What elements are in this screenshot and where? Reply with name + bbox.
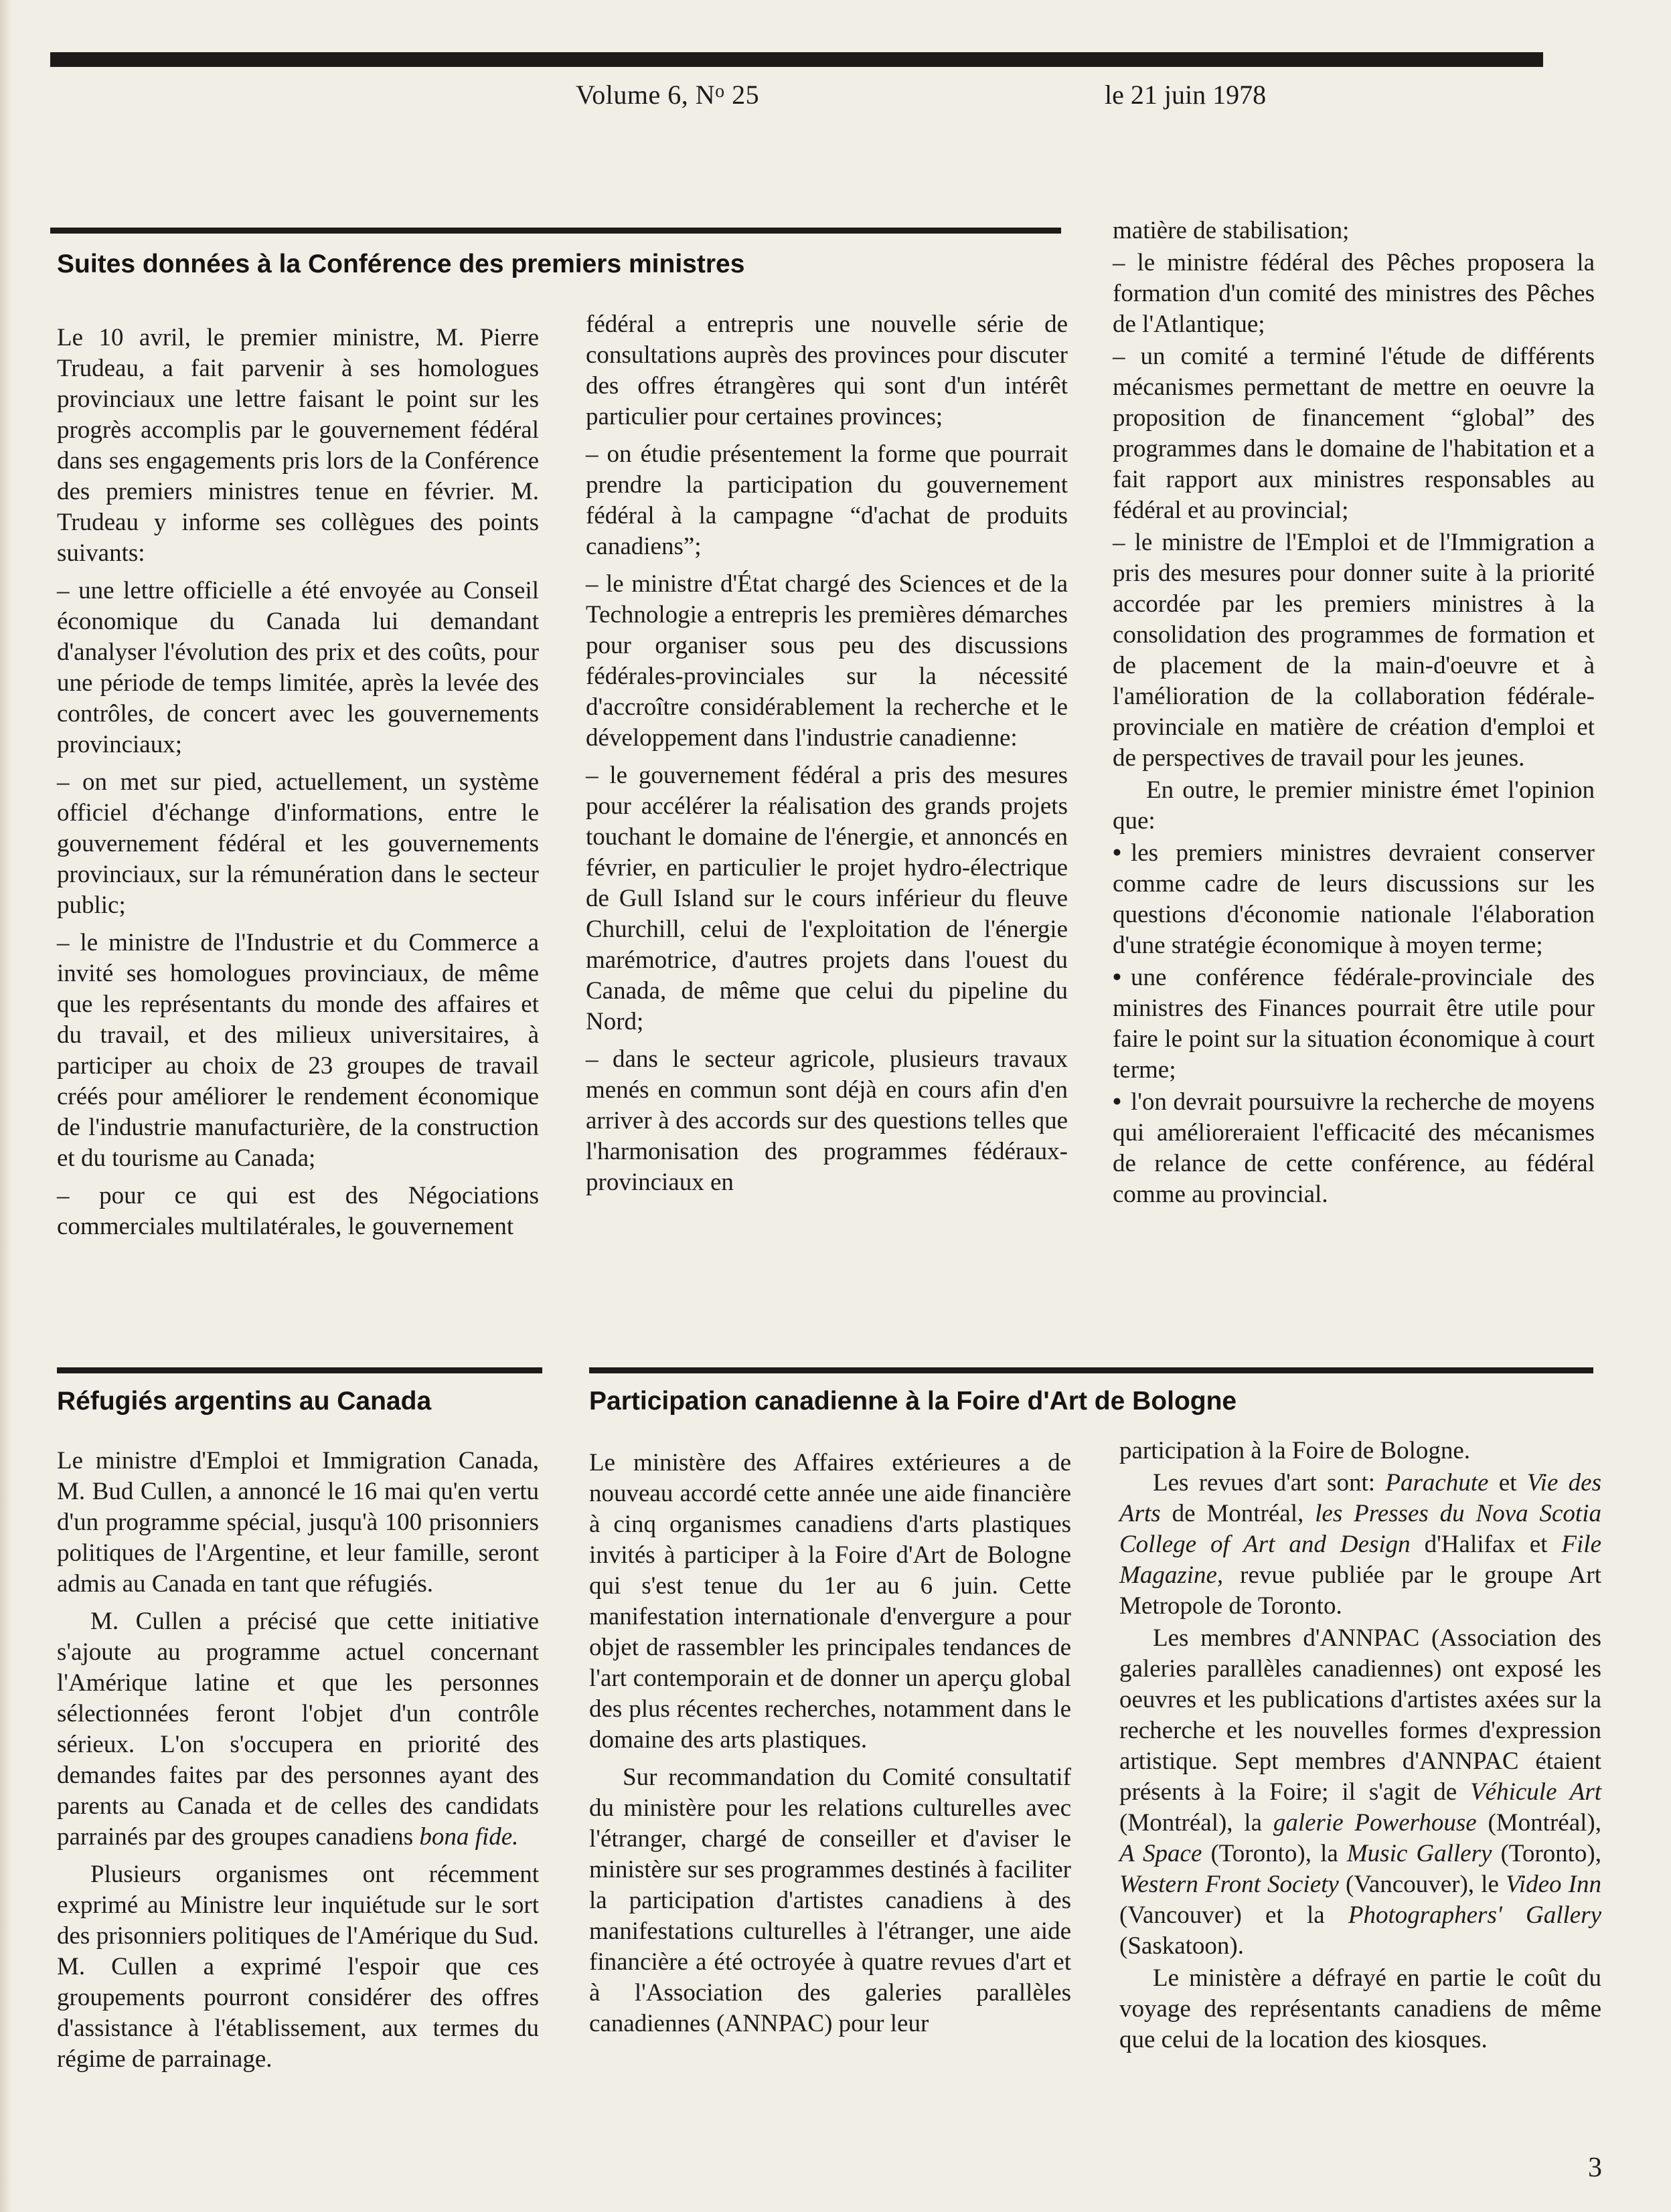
issue-date: le 21 juin 1978 — [1105, 80, 1267, 110]
article1-bullet-item: • les premiers ministres devraient conserver comme cadre de leurs discussions sur les questions d'économie nationale l'élaboration d'une stratégie économique à moyen terme; — [1113, 839, 1595, 959]
article1-column-3 — [1113, 216, 1595, 1217]
article2-paragraph: Le ministre d'Emploi et Immigration Canada, M. Bud Cullen, a annoncé le 16 mai qu'en vertu d'un programme spécial, jusqu'à 100 prisonniers politiques de l'Argentine, et leur famille, seront admis au Canada en tant que réfugiés. — [57, 1447, 539, 1598]
article3-paragraph: Sur recommandation du Comité consultatif du ministère pour les relations culturelles avec l'étranger, chargé de conseiller et d'aviser le ministère sur ses programmes destinés à faciliter la participation d'artistes canadiens à des manifestations culturelles à l'étranger, une aide financière a été octroyée à quatre revues d'art et à l'Association des galeries parallèles canadiennes (ANNPAC) pour leur — [589, 1764, 1071, 2037]
article1-item: – un comité a terminé l'étude de différents mécanismes permettant de mettre en oeuvre la proposition de financement “global” des programmes dans le domaine de l'habitation et a fait rapport aux ministres responsables au fédéral et au provincial; — [1113, 341, 1595, 526]
section-rule — [50, 228, 1061, 234]
bullet-icon: • — [1113, 839, 1121, 867]
article2-paragraph: Plusieurs organismes ont récemment exprimé au Ministre leur inquiétude sur le sort des prisonniers politiques de l'Amérique du Sud. M. Cullen a exprimé l'espoir que ces groupements pourront considérer des offres d'assistance à l'établissement, aux termes du régime de parrainage. — [57, 1861, 539, 2073]
article1-bullet-item: • une conférence fédérale-provinciale des ministres des Finances pourrait être utile pour faire le point sur la situation économique à court terme; — [1113, 964, 1595, 1084]
article1-item: fédéral a entrepris une nouvelle série de consultations auprès des provinces pour discuter des offres étrangères qui sont d'un intérêt particulier pour certaines provinces; — [586, 311, 1068, 430]
article3-paragraph: Le ministère des Affaires extérieures a de nouveau accordé cette année une aide financière à cinq organismes canadiens d'arts plastiques invités à participer à la Foire d'Art de Bologne qui s'est tenue du 1er au 6 juin. Cette manifestation internationale d'envergure a pour objet de rassembler les principales tendances de l'art contemporain et de donner un aperçu global des plus récentes recherches, notamment dans le domaine des arts plastiques. — [589, 1449, 1071, 1754]
article3-paragraph: Les membres d'ANNPAC (Association des galeries parallèles canadiennes) ont exposé les oeuvres et les publications d'artistes axées sur la recherche et les nouvelles formes d'expression artistique. Sept membres d'ANNPAC étaient présents à la Foire; il s'agit de Véhicule Art (Montréal), la galerie Powerhouse (Montréal), A Space (Toronto), la Music Gallery (Toronto), Western Front Society (Vancouver), le Video Inn (Vancouver) et la Photographers' Gallery (Saskatoon). — [1119, 1624, 1602, 1960]
article-title-refugies: Réfugiés argentins au Canada — [57, 1387, 432, 1416]
article1-item: – le gouvernement fédéral a pris des mesures pour accélérer la réalisation des grands projets touchant le domaine de l'énergie, et annoncés en février, en particulier le projet hydro-électrique de Gull Island sur le cours inférieur du fleuve Churchill, celui de l'exploitation de l'énergie marémotrice, d'autres projets dans l'ouest du Canada, de même que celui du pipeline du Nord; — [586, 760, 1068, 1037]
article2-column — [57, 1446, 539, 2081]
article1-item: – le ministre fédéral des Pêches proposera la formation d'un comité des ministres des Pêches de l'Atlantique; — [1113, 248, 1595, 340]
article3-column-3 — [1119, 1436, 1601, 2062]
section-rule — [57, 1367, 542, 1373]
bullet-icon: • — [1113, 964, 1121, 991]
article1-lead-paragraph: Le 10 avril, le premier ministre, M. Pierre Trudeau, a fait parvenir à ses homologues provinciaux une lettre faisant le point sur les progrès accomplis par le gouvernement fédéral dans ses engagements pris lors de la Conférence des premiers ministres tenue en février. M. Trudeau y informe ses collègues des points suivants: — [57, 324, 539, 567]
article-title-bologne: Participation canadienne à la Foire d'Art de Bologne — [589, 1387, 1237, 1416]
article1-item: – pour ce qui est des Négociations commerciales multilatérales, le gouvernement — [57, 1181, 539, 1242]
article2-paragraph: M. Cullen a précisé que cette initiative s'ajoute au programme actuel concernant l'Amérique latine et que les personnes sélectionnées feront l'objet d'un contrôle sérieux. L'on s'occupera en priorité des demandes faites par des personnes ayant des parents au Canada et de celles des candidats parrainés par des groupes canadiens bona fide. — [57, 1608, 539, 1851]
article3-paragraph: Le ministère a défrayé en partie le coût du voyage des représentants canadiens de même que celui de la location des kiosques. — [1119, 1964, 1601, 2053]
article1-column-2 — [586, 309, 1068, 1198]
masthead-rule — [50, 52, 1543, 67]
article-title-premiers: Suites données à la Conférence des premiers ministres — [57, 250, 745, 278]
volume-number: Volume 6, $N^o$ 25 — [576, 80, 760, 110]
article1-item: – dans le secteur agricole, plusieurs travaux menés en commun sont déjà en cours afin d'en arriver à des accords sur des questions telles que l'harmonisation des programmes fédéraux-provinciaux en — [586, 1044, 1068, 1198]
section-rule — [589, 1367, 1593, 1373]
article1-item: – le ministre de l'Industrie et du Commerce a invité ses homologues provinciaux, de même que les représentants du monde des affaires et du travail, et des milieux universitaires, à participer au choix de 23 groupes de travail créés pour améliorer le rendement économique de l'industrie manufacturière, de la construction et du tourisme au Canada; — [57, 928, 539, 1174]
article1-item: – on étudie présentement la forme que pourrait prendre la participation du gouvernement fédéral à la campagne “d'achat de produits canadiens”; — [586, 439, 1068, 562]
article1-bullet-item: • l'on devrait poursuivre la recherche de moyens qui amélioreraient l'efficacité des mécanismes de relance de cette conférence, au fédéral comme au provincial. — [1113, 1088, 1595, 1208]
page-number: 3 — [1588, 2152, 1602, 2183]
article1-column-1 — [57, 323, 539, 1242]
article1-item: matière de stabilisation; — [1113, 217, 1350, 244]
article1-item: – le ministre de l'Emploi et de l'Immigration a pris des mesures pour donner suite à la priorité accordée par les premiers ministres à la consolidation des programmes de formation et de placement de la main-d'oeuvre et à l'amélioration de la collaboration fédérale-provinciale en matière de création d'emploi et de perspectives de travail pour les jeunes. — [1113, 527, 1595, 774]
article3-paragraph: participation à la Foire de Bologne. — [1119, 1437, 1471, 1464]
article1-item: – une lettre officielle a été envoyée au Conseil économique du Canada lui demandant d'analyser l'évolution des prix et des coûts, pour une période de temps limitée, après la levée des contrôles, de concert avec les gouvernements provinciaux; — [57, 576, 539, 760]
article3-column-2 — [589, 1448, 1071, 2046]
bullet-icon: • — [1113, 1088, 1121, 1116]
article3-paragraph: Les revues d'art sont: Parachute et Vie des Arts de Montréal, les Presses du Nova Scotia College of Art and Design d'Halifax et File Magazine, revue publiée par le groupe Art Metropole de Toronto. — [1119, 1469, 1601, 1620]
scan-edge-shadow — [0, 0, 12, 2212]
article1-item: – on met sur pied, actuellement, un système officiel d'échange d'informations, entre le gouvernement fédéral et les gouvernements provinciaux, sur la rémunération dans le secteur public; — [57, 767, 539, 921]
article1-paragraph: En outre, le premier ministre émet l'opinion que: — [1113, 776, 1595, 835]
article1-item: – le ministre d'État chargé des Sciences et de la Technologie a entrepris les premières démarches pour organiser sous peu des discussions fédérales-provinciales sur la nécessité d'accroître considérablement la recherche et le développement dans l'industrie canadienne: — [586, 569, 1068, 754]
